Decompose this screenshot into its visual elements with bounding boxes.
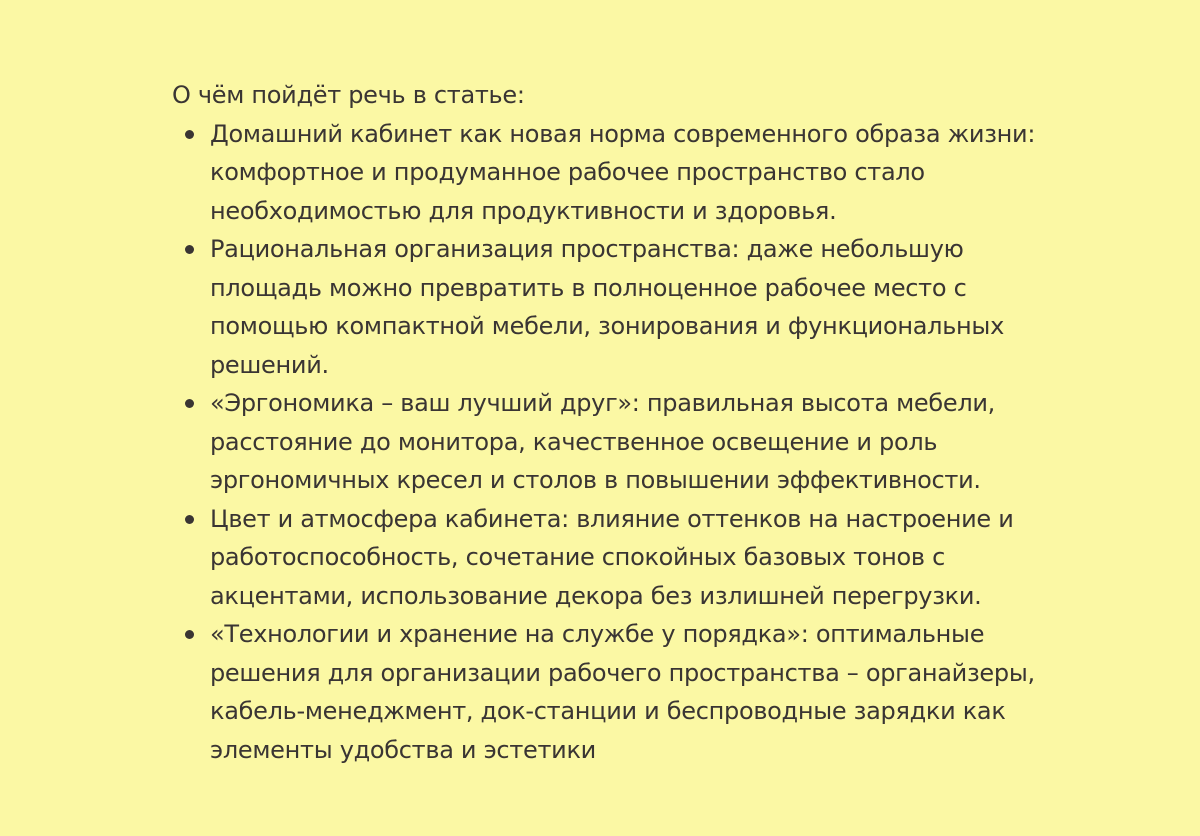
topic-item — [172, 615, 1042, 769]
topic-text: «Эргономика – ваш лучший друг»: правильная высота мебели, расстояние до монитора, качественное освещение и роль эргономичных кресел и столов в повышении эффективности. — [210, 389, 996, 494]
article-summary — [172, 76, 1042, 769]
topic-text: «Технологии и хранение на службе у порядка»: оптимальные решения для организации рабочего пространства – органайзеры, кабель-менеджмент, док-станции и беспроводные зарядки как элементы удобства и эстетики — [210, 620, 1035, 764]
topic-item — [172, 230, 1042, 384]
topic-item — [172, 115, 1042, 231]
bullet-icon — [185, 245, 194, 254]
topic-item — [172, 500, 1042, 616]
topic-text: Цвет и атмосфера кабинета: влияние оттенков на настроение и работоспособность, сочетание спокойных базовых тонов с акцентами, использование декора без излишней перегрузки. — [210, 504, 1014, 610]
bullet-icon — [185, 630, 194, 639]
bullet-icon — [185, 515, 194, 524]
topic-text: Домашний кабинет как новая норма современного образа жизни: комфортное и продуманное рабочее пространство стало необходимостью для продуктивности и здоровья. — [210, 119, 1036, 225]
bullet-icon — [185, 399, 194, 408]
topic-list — [172, 115, 1042, 770]
summary-intro: О чём пойдёт речь в статье: — [172, 81, 525, 109]
topic-item — [172, 384, 1042, 500]
topic-text: Рациональная организация пространства: даже небольшую площадь можно превратить в полноценное рабочее место с помощью компактной мебели, зонирования и функциональных решений. — [210, 235, 1004, 379]
bullet-icon — [185, 130, 194, 139]
